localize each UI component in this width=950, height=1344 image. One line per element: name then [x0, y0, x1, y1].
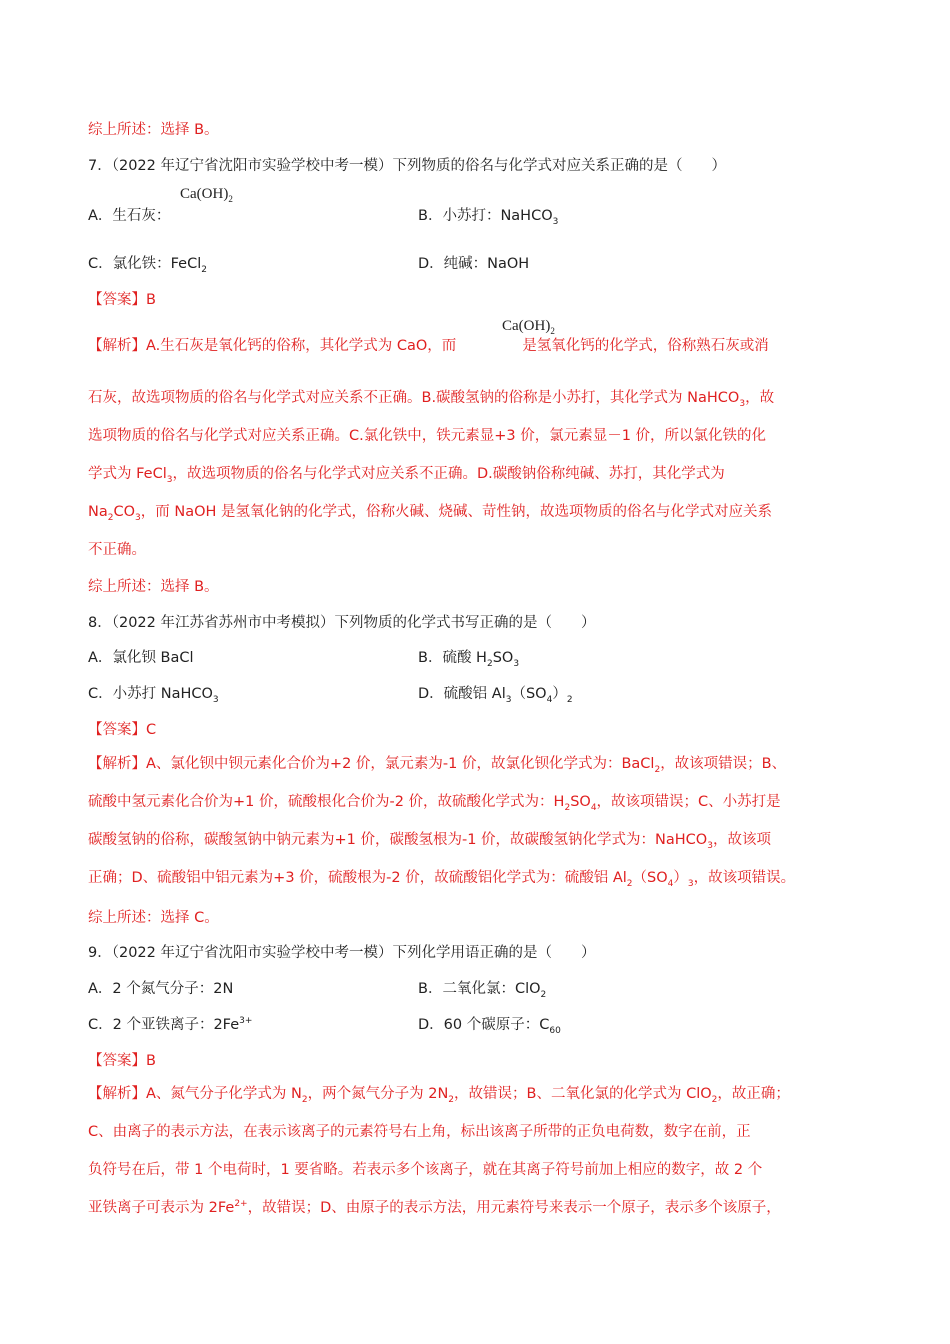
question-7-option-a — [88, 204, 170, 225]
analysis-line: C、由离子的表示方法，在表示该离子的元素符号右上角，标出该离子所带的正负电荷数，数字在前，正 — [88, 1124, 751, 1140]
question-7-option-d: D．纯碱：NaOH — [418, 256, 530, 272]
analysis-line: 【解析】A.生石灰是氧化钙的俗称，其化学式为 CaO，而 是氢氧化钙的化学式，俗称熟石灰或消 — [88, 338, 769, 354]
question-7-option-c: C．氯化铁：FeCl$_2$ — [88, 256, 207, 275]
question-9-option-b: B．二氧化氯：ClO$_2$ — [418, 981, 547, 1000]
question-8-option-c: C．小苏打 NaHCO$_3$ — [88, 686, 219, 705]
question-9-answer: 【答案】B — [88, 1053, 156, 1069]
question-7-summary: 综上所述：选择 B。 — [88, 579, 219, 595]
question-8-option-b: B．硫酸 $H_2SO_3$ — [418, 650, 520, 669]
question-8-option-d: D．硫酸铝 $Al_3(SO_4)_2$ — [418, 686, 573, 705]
question-7-stem: 7．（2022 年辽宁省沈阳市实验学校中考一模）下列物质的俗名与化学式对应关系正确的是（ ） — [88, 158, 726, 174]
option-a-label: A．生石灰： — [88, 208, 171, 224]
question-9-analysis — [88, 1084, 863, 1236]
analysis-line: 碳酸氢钠的俗称，碳酸氢钠中钠元素为+1 价，碳酸氢根为-1 价，故碳酸氢钠化学式为：NaHCO$_3$，故该项 — [88, 832, 771, 851]
analysis-line: 【解析】A、氯化钡中钡元素化合价为+2 价，氯元素为-1 价，故氯化钡化学式为：BaCl$_2$，故该项错误；B、 — [88, 756, 787, 775]
analysis-line: 选项物质的俗名与化学式对应关系正确。C.氯化铁中，铁元素显+3 价，氯元素显－1 价，所以氯化铁的化 — [88, 428, 767, 444]
analysis-line: 不正确。 — [88, 542, 146, 558]
question-7-answer: 【答案】B — [88, 292, 156, 308]
analysis-line: 亚铁离子可表示为 $2Fe^{2+}$，故错误；D、由原子的表示方法，用元素符号来表示一个原子，表示多个该原子， — [88, 1199, 781, 1216]
question-9-stem: 9．（2022 年辽宁省沈阳市实验学校中考一模）下列化学用语正确的是（ ） — [88, 945, 596, 961]
analysis-7-inline-formula: $Ca(OH)_2$ — [502, 318, 555, 336]
analysis-line: $Na_2CO_3$，而 NaOH 是氢氧化钠的化学式，俗称火碱、烧碱、苛性钠，故选项物质的俗名与化学式对应关系 — [88, 504, 773, 523]
question-7-option-a-formula: $Ca(OH)_2$ — [180, 186, 233, 204]
summary-prev: 综上所述：选择 B。 — [88, 122, 219, 138]
analysis-line: 负符号在后，带 1 个电荷时，1 要省略。若表示多个该离子，就在其离子符号前加上相应的数字，故 2 个 — [88, 1162, 763, 1178]
question-7-analysis-cont — [88, 388, 863, 578]
analysis-line: 石灰，故选项物质的俗名与化学式对应关系不正确。B.碳酸氢钠的俗称是小苏打，其化学式为 NaHCO$_3$，故 — [88, 390, 775, 409]
analysis-line: 正确；D、硫酸铝中铝元素为+3 价，硫酸根为-2 价，故硫酸铝化学式为：硫酸铝 $Al_2(SO_4)_3$，故该项错误。 — [88, 870, 796, 889]
question-8-stem: 8．（2022 年江苏省苏州市中考模拟）下列物质的化学式书写正确的是（ ） — [88, 615, 596, 631]
question-8-analysis — [88, 754, 863, 906]
question-9-option-c: C．2 个亚铁离子：$2Fe^{3+}$ — [88, 1016, 253, 1033]
analysis-line: 【解析】A、氮气分子化学式为 $N_2$，两个氮气分子为 $2N_2$，故错误；B、二氧化氯的化学式为 ClO$_2$，故正确； — [88, 1086, 790, 1105]
question-8-option-a: A．氯化钡 BaCl — [88, 650, 194, 666]
question-7-analysis — [88, 336, 863, 374]
question-9-option-d: D．60 个碳原子：$C_{60}$ — [418, 1017, 561, 1036]
question-8-answer: 【答案】C — [88, 722, 157, 738]
question-7-option-b: B．小苏打：NaHCO$_3$ — [418, 208, 559, 227]
analysis-line: 学式为 FeCl$_3$，故选项物质的俗名与化学式对应关系不正确。D.碳酸钠俗称纯碱、苏打，其化学式为 — [88, 466, 725, 485]
question-9-option-a: A．2 个氮气分子：2N — [88, 981, 234, 997]
question-8-summary: 综上所述：选择 C。 — [88, 910, 219, 926]
analysis-line: 硫酸中氢元素化合价为+1 价，硫酸根化合价为-2 价，故硫酸化学式为：$H_2SO_4$，故该项错误；C、小苏打是 — [88, 794, 781, 813]
